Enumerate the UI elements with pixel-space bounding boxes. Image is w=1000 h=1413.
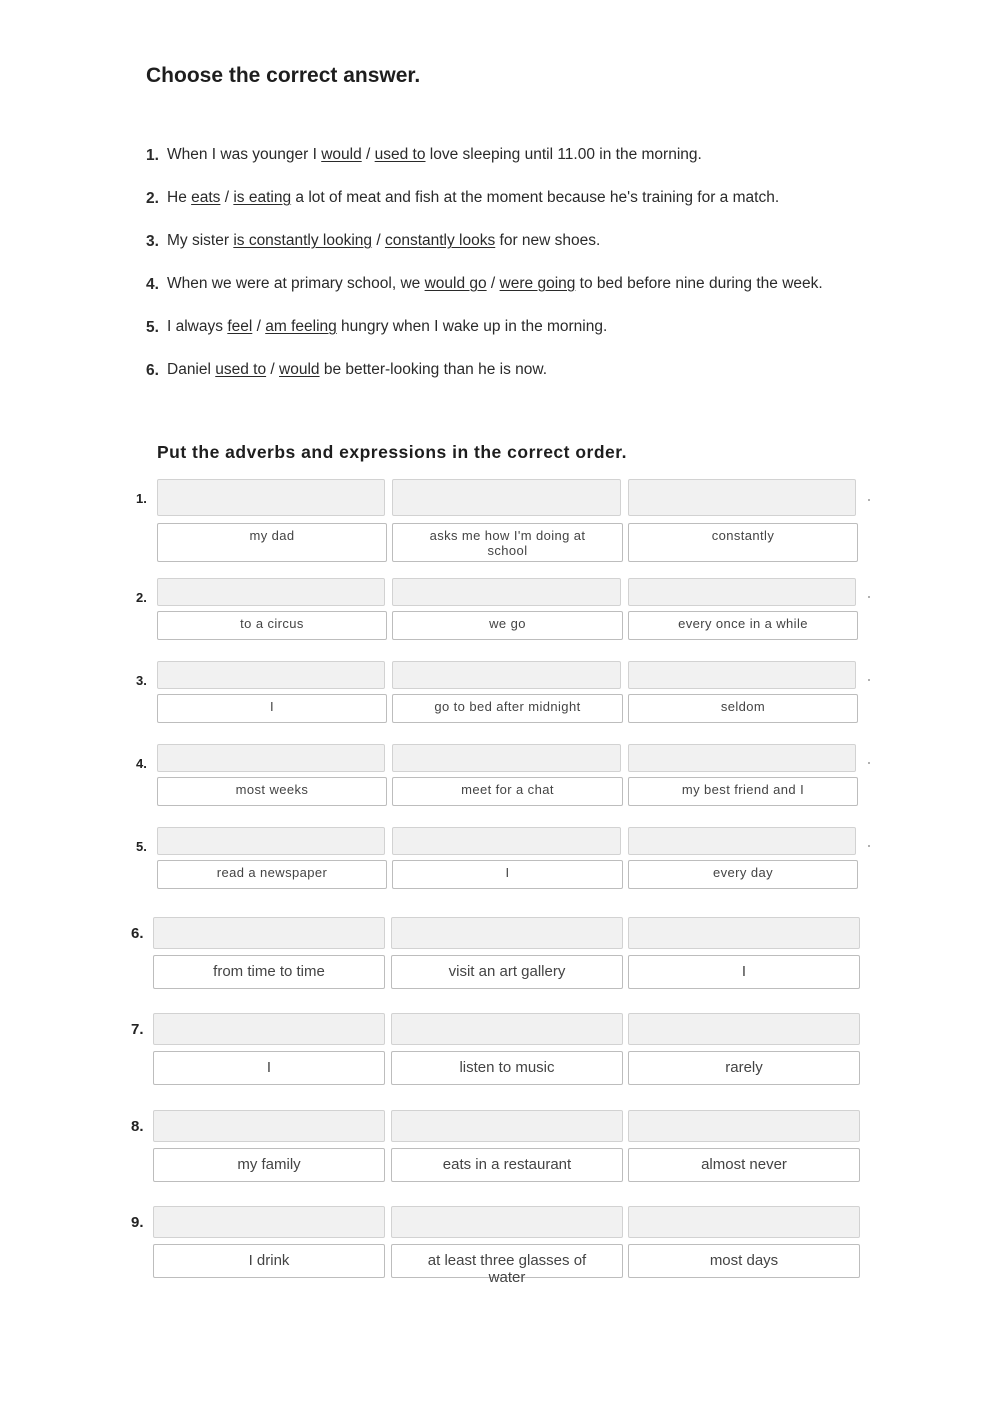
drop-slot-2[interactable] (391, 1110, 623, 1142)
drop-slot-3[interactable] (628, 1013, 860, 1045)
drop-slot-2[interactable] (391, 1013, 623, 1045)
drop-slot-2[interactable] (392, 578, 621, 606)
sentence-fragment: / (252, 318, 266, 335)
sentence-fragment: / (266, 361, 280, 378)
question-3 (146, 231, 906, 274)
word-chip[interactable]: my family (153, 1148, 385, 1182)
sentence-fragment: to bed before nine during the week. (575, 275, 823, 292)
question-text (167, 188, 779, 207)
sentence-fragment: for new shoes. (495, 232, 601, 249)
answer-option[interactable]: am feeling (265, 318, 337, 335)
item-number: 9. (131, 1214, 144, 1231)
section1-title: Choose the correct answer. (146, 64, 421, 87)
item-number: 2. (136, 590, 147, 605)
item-number: 6. (131, 925, 144, 942)
drop-slot-2[interactable] (391, 917, 623, 949)
word-chip[interactable]: we go (392, 611, 623, 640)
sentence-end-dot (868, 679, 870, 681)
drop-slot-3[interactable] (628, 744, 856, 772)
word-chip[interactable]: I (153, 1051, 385, 1085)
drop-slot-3[interactable] (628, 917, 860, 949)
sentence-end-dot (868, 762, 870, 764)
sentence-fragment: When we were at primary school, we (167, 275, 425, 292)
word-chip[interactable]: every day (628, 860, 858, 889)
answer-option[interactable]: would (321, 146, 362, 163)
question-number: 4. (146, 276, 159, 293)
word-chip[interactable]: most days (628, 1244, 860, 1278)
drop-slot-1[interactable] (153, 1110, 385, 1142)
sentence-end-dot (868, 499, 870, 501)
word-chip[interactable]: from time to time (153, 955, 385, 989)
sentence-fragment: / (372, 232, 385, 249)
question-4 (146, 274, 906, 317)
question-number: 1. (146, 147, 159, 164)
sentence-end-dot (868, 845, 870, 847)
question-number: 3. (146, 233, 159, 250)
item-number: 4. (136, 756, 147, 771)
word-chip[interactable]: every once in a while (628, 611, 858, 640)
item-number: 3. (136, 673, 147, 688)
word-chip[interactable]: go to bed after midnight (392, 694, 623, 723)
sentence-fragment: When I was younger I (167, 146, 322, 163)
question-6 (146, 360, 906, 403)
word-chip[interactable]: I (157, 694, 387, 723)
sentence-fragment: hungry when I wake up in the morning. (336, 318, 608, 335)
word-chip[interactable]: asks me how I'm doing at school (392, 523, 623, 562)
sentence-fragment: be better-looking than he is now. (319, 361, 548, 378)
sentence-fragment: My sister (167, 232, 234, 249)
word-chip[interactable]: almost never (628, 1148, 860, 1182)
answer-option[interactable]: used to (374, 146, 426, 163)
question-text (167, 274, 823, 293)
drop-slot-3[interactable] (628, 479, 856, 516)
sentence-fragment: a lot of meat and fish at the moment because he's training for a match. (291, 189, 780, 206)
drop-slot-3[interactable] (628, 1110, 860, 1142)
drop-slot-1[interactable] (153, 1206, 385, 1238)
drop-slot-2[interactable] (391, 1206, 623, 1238)
sentence-fragment: / (361, 146, 375, 163)
drop-slot-1[interactable] (157, 827, 385, 855)
drop-slot-2[interactable] (392, 661, 621, 689)
answer-option[interactable]: constantly looks (384, 232, 496, 249)
word-chip[interactable]: eats in a restaurant (391, 1148, 623, 1182)
answer-option[interactable]: would (279, 361, 320, 378)
sentence-fragment: He (167, 189, 192, 206)
word-chip[interactable]: at least three glasses of water (391, 1244, 623, 1278)
drop-slot-1[interactable] (157, 744, 385, 772)
question-text (167, 231, 600, 250)
word-chip[interactable]: most weeks (157, 777, 387, 806)
drop-slot-1[interactable] (153, 917, 385, 949)
answer-option[interactable]: is constantly looking (233, 232, 373, 249)
drop-slot-2[interactable] (392, 479, 621, 516)
answer-option[interactable]: were going (499, 275, 576, 292)
item-number: 5. (136, 839, 147, 854)
word-chip[interactable]: my best friend and I (628, 777, 858, 806)
sentence-fragment: / (220, 189, 234, 206)
word-chip[interactable]: read a newspaper (157, 860, 387, 889)
word-chip[interactable]: constantly (628, 523, 858, 562)
drop-slot-3[interactable] (628, 578, 856, 606)
answer-option[interactable]: used to (215, 361, 267, 378)
question-1 (146, 145, 906, 188)
question-text (167, 360, 547, 379)
item-number: 1. (136, 491, 147, 506)
drop-slot-1[interactable] (157, 661, 385, 689)
drop-slot-1[interactable] (157, 479, 385, 516)
sentence-end-dot (868, 596, 870, 598)
drop-slot-2[interactable] (392, 744, 621, 772)
drop-slot-1[interactable] (153, 1013, 385, 1045)
item-number: 8. (131, 1118, 144, 1135)
sentence-fragment: Daniel (167, 361, 216, 378)
question-5 (146, 317, 906, 360)
word-chip[interactable]: meet for a chat (392, 777, 623, 806)
sentence-fragment: love sleeping until 11.00 in the morning. (425, 146, 702, 163)
drop-slot-2[interactable] (392, 827, 621, 855)
drop-slot-3[interactable] (628, 661, 856, 689)
word-chip[interactable]: to a circus (157, 611, 387, 640)
question-number: 5. (146, 319, 159, 336)
answer-option[interactable]: feel (227, 318, 253, 335)
answer-option[interactable]: is eating (233, 189, 292, 206)
word-chip[interactable]: I (628, 955, 860, 989)
word-chip[interactable]: I drink (153, 1244, 385, 1278)
question-number: 2. (146, 190, 159, 207)
question-text (167, 145, 702, 164)
word-chip[interactable]: listen to music (391, 1051, 623, 1085)
sentence-fragment: / (486, 275, 500, 292)
word-chip[interactable]: visit an art gallery (391, 955, 623, 989)
question-text (167, 317, 607, 336)
drop-slot-3[interactable] (628, 1206, 860, 1238)
answer-option[interactable]: eats (191, 189, 221, 206)
question-2 (146, 188, 906, 231)
question-number: 6. (146, 362, 159, 379)
multiple-choice-list (146, 145, 906, 403)
word-chip[interactable]: my dad (157, 523, 387, 562)
item-number: 7. (131, 1021, 144, 1038)
sentence-fragment: I always (167, 318, 228, 335)
drop-slot-3[interactable] (628, 827, 856, 855)
word-chip[interactable]: I (392, 860, 623, 889)
word-chip[interactable]: rarely (628, 1051, 860, 1085)
section2-title: Put the adverbs and expressions in the correct order. (157, 442, 627, 462)
drop-slot-1[interactable] (157, 578, 385, 606)
word-chip[interactable]: seldom (628, 694, 858, 723)
answer-option[interactable]: would go (424, 275, 487, 292)
